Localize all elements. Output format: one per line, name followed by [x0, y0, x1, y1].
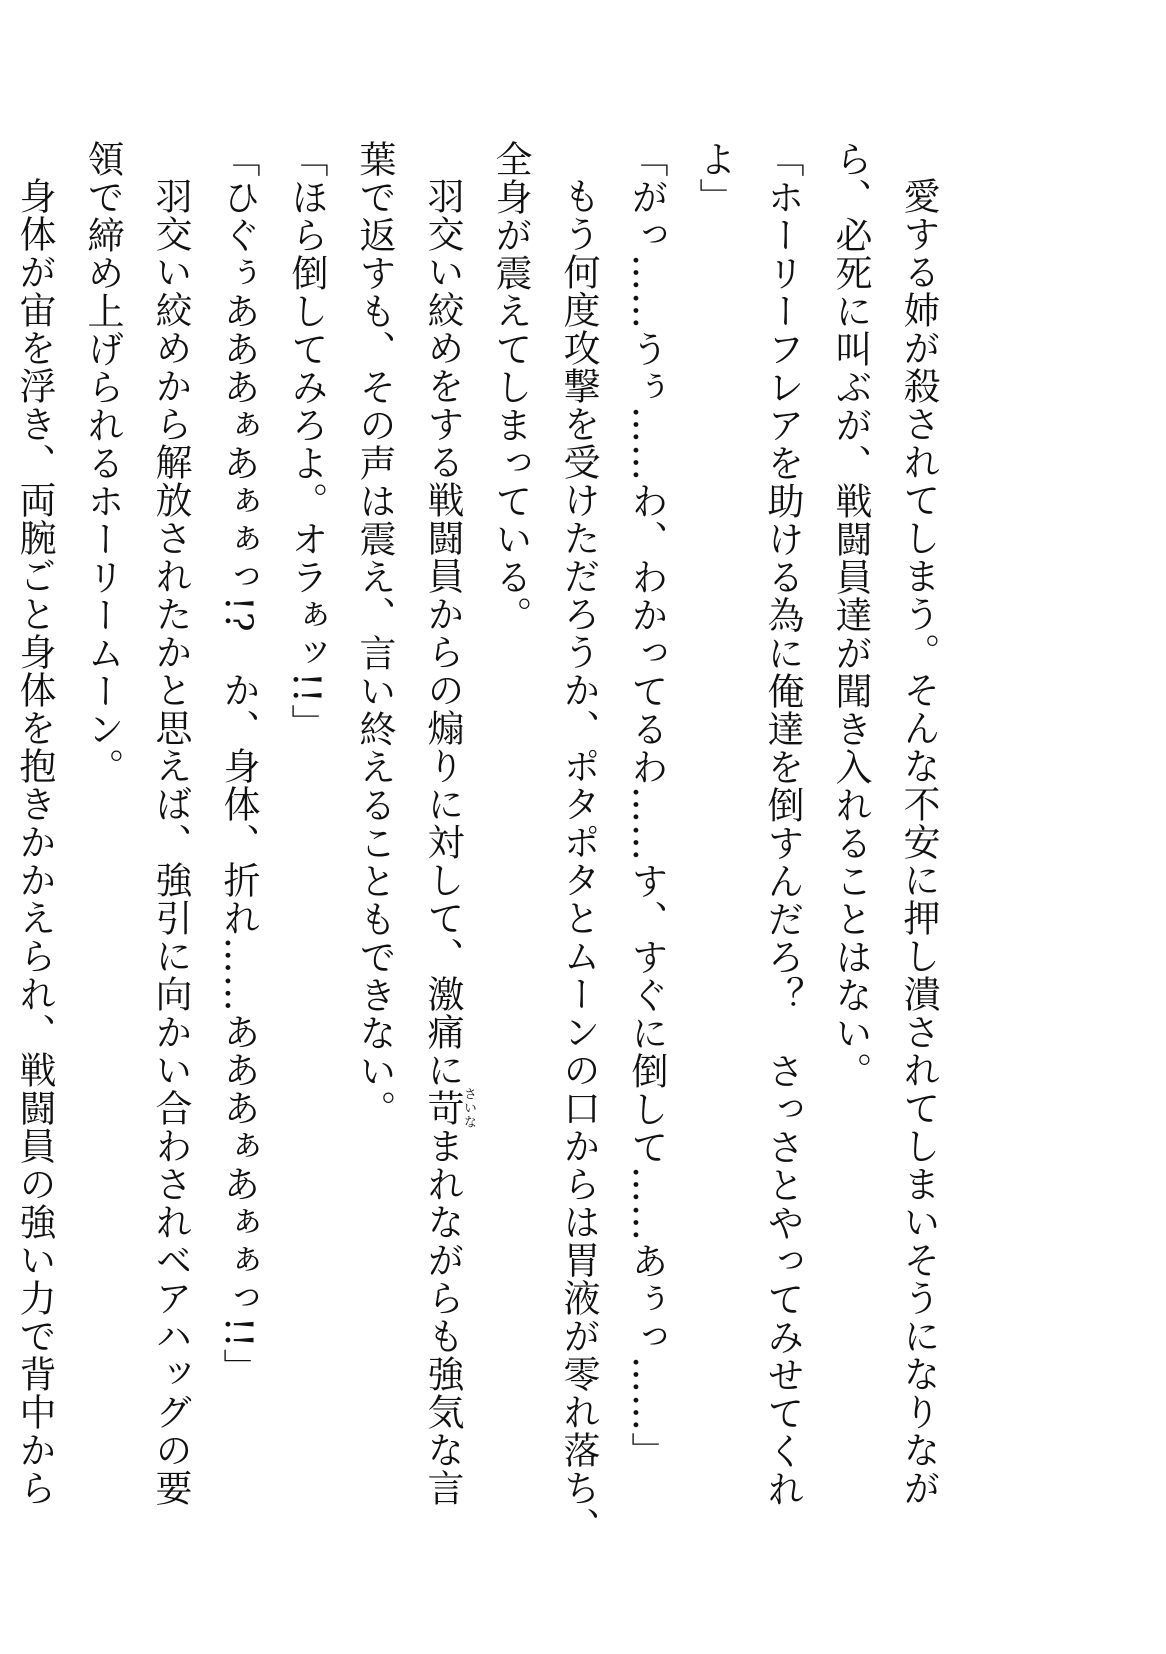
- vertical-text-body: [13, 140, 952, 1545]
- text-line-14: 身体が宙を浮き、両腕ごと身体を抱きかかえられ、戦闘員の強い力で背中から: [13, 177, 56, 1507]
- text-line-9: 葉で返すも、その声は震え、言い終えることもできない。: [353, 140, 396, 1128]
- text-line-7: 全身が震えてしまっている。: [489, 140, 532, 634]
- text-line-8: [408, 140, 476, 1540]
- ruby-word: [421, 1087, 476, 1129]
- text-line-13: 領で締め上げられるホーリームーン。: [81, 140, 124, 786]
- text-line-8-part-2: まれながらも強気な言: [421, 1127, 464, 1507]
- text-line-11: 「ひぐぅあああぁあぁぁっ!? か、身体、折れ……あああぁあぁぁっ!!」: [217, 140, 260, 1387]
- text-line-4: よ」: [693, 140, 736, 216]
- text-line-1: 愛する姉が殺されてしまう。そんな不安に押し潰されてしまいそうになりなが: [897, 177, 940, 1507]
- text-line-5: 「がっ……うぅ……わ、わかってるわ……す、すぐに倒して……あぅっ……」: [625, 140, 668, 1470]
- text-line-10: 「ほら倒してみろよ。オラぁッ!!」: [285, 140, 328, 742]
- text-line-6: もう何度攻撃を受けただろうか、ポタポタとムーンの口からは胃液が零れ落ち、: [557, 177, 600, 1545]
- text-line-3: 「ホーリーフレアを助ける為に俺達を倒すんだろ？ さっさとやってみせてくれ: [761, 140, 804, 1508]
- ruby-reading: さいな: [461, 1087, 476, 1129]
- ruby-base: 苛: [421, 1087, 464, 1129]
- text-line-2: ら、必死に叫ぶが、戦闘員達が聞き入れることはない。: [829, 140, 872, 1090]
- text-line-12: 羽交い絞めから解放されたかと思えば、強引に向かい合わされベアハッグの要: [149, 177, 192, 1507]
- text-line-8-part-1: 羽交い絞めをする戦闘員からの煽りに対して、激痛に: [421, 177, 464, 1089]
